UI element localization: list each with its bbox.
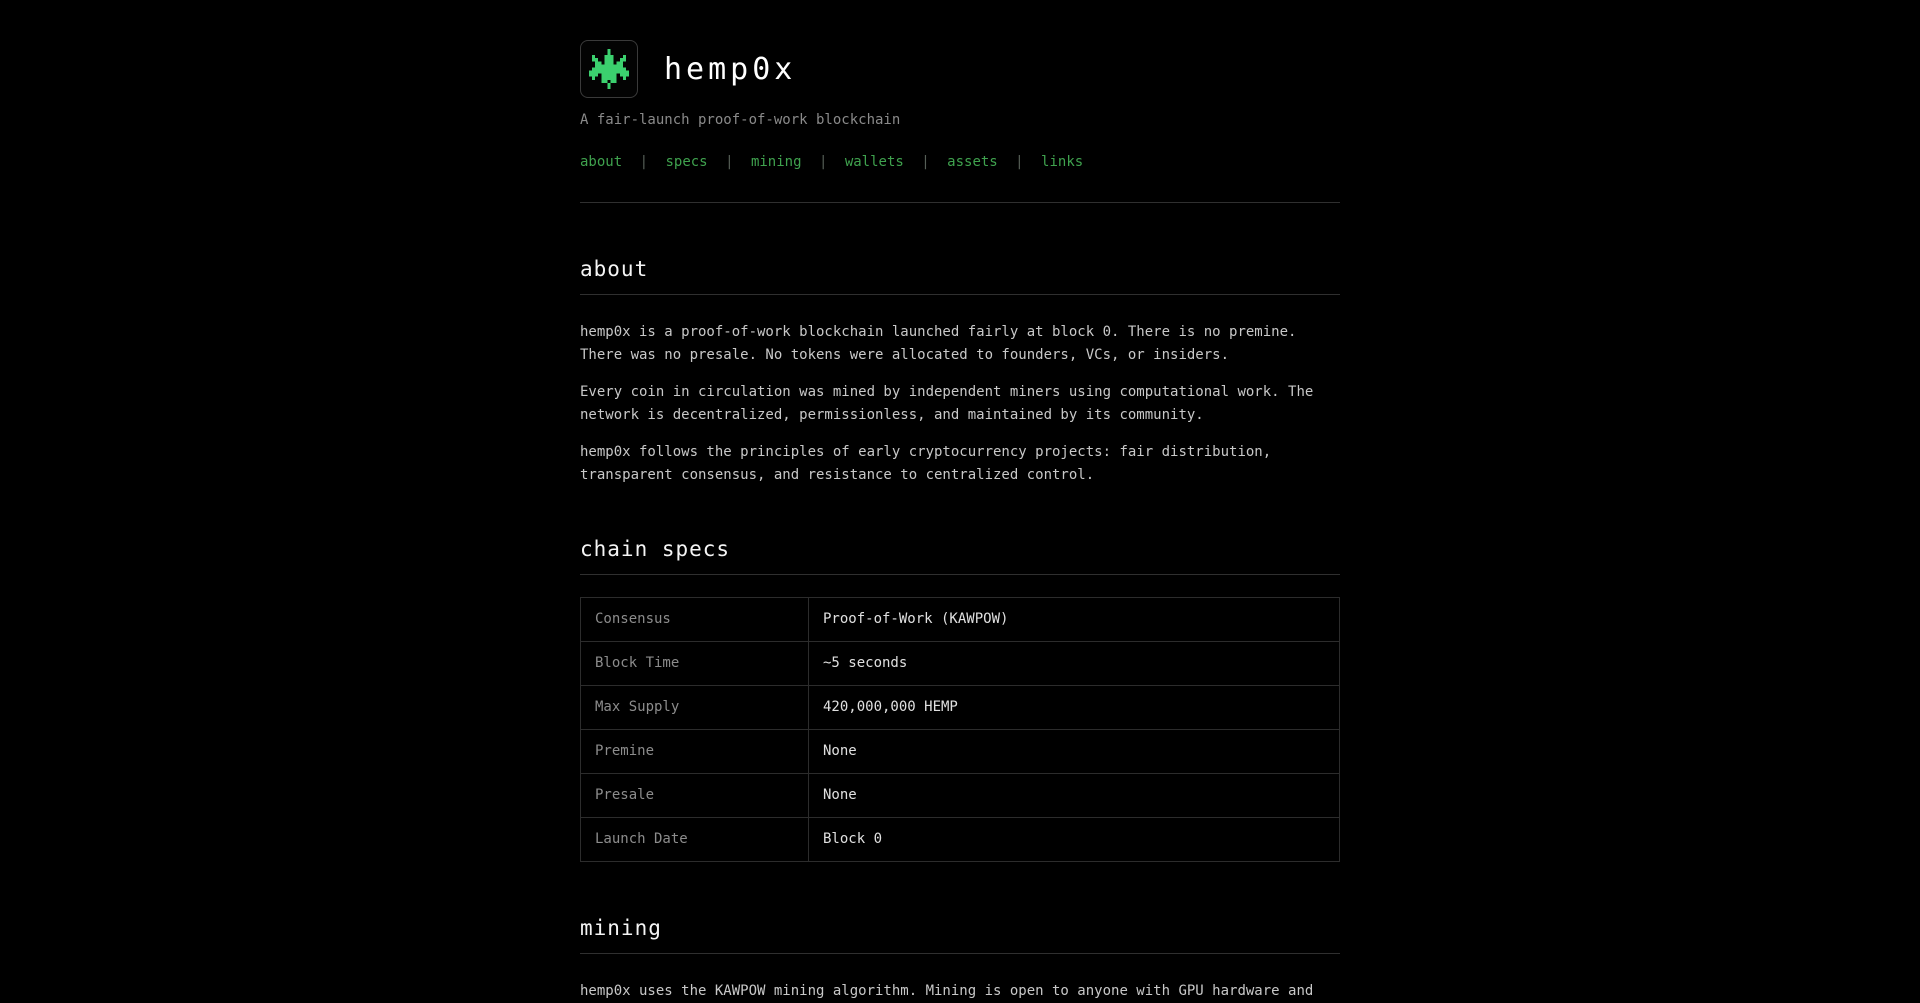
nav-link-links[interactable]: links	[1041, 154, 1084, 170]
table-row	[581, 818, 1340, 862]
header-divider	[580, 202, 1340, 203]
nav-separator: |	[1015, 154, 1024, 170]
spec-label: Presale	[581, 774, 809, 818]
nav-separator: |	[818, 154, 828, 170]
section-chain-specs	[580, 537, 1340, 862]
spec-label: Block Time	[581, 642, 809, 686]
nav-link-mining[interactable]: mining	[750, 154, 802, 170]
chain-specs-table	[580, 597, 1340, 862]
section-about	[580, 257, 1340, 487]
about-paragraph: Every coin in circulation was mined by independent miners using computational work. The network is decentralized, permissionless, and maintained by its community.	[580, 384, 1314, 423]
site-header	[580, 40, 1340, 203]
nav-separator: |	[639, 154, 649, 170]
nav-link-assets[interactable]: assets	[947, 154, 998, 170]
section-heading-chain-specs: chain specs	[580, 537, 1340, 575]
about-paragraph: hemp0x is a proof-of-work blockchain launched fairly at block 0. There is no premine. There was no presale. No tokens were allocated to founders, VCs, or insiders.	[580, 324, 1297, 363]
hemp-leaf-icon	[589, 49, 629, 89]
spec-value: 420,000,000 HEMP	[809, 686, 1340, 730]
table-row	[581, 730, 1340, 774]
about-paragraph: hemp0x follows the principles of early cryptocurrency projects: fair distribution, transparent consensus, and resistance to centralized control.	[580, 444, 1272, 483]
page-container	[580, 40, 1340, 1003]
spec-value: Block 0	[809, 818, 1340, 862]
nav-separator: |	[921, 154, 930, 170]
spec-value: None	[809, 730, 1340, 774]
table-row	[581, 774, 1340, 818]
spec-label: Launch Date	[581, 818, 809, 862]
nav-link-about[interactable]: about	[580, 154, 623, 170]
spec-value: Proof-of-Work (KAWPOW)	[809, 598, 1340, 642]
table-row	[581, 686, 1340, 730]
spec-value: None	[809, 774, 1340, 818]
section-mining	[580, 916, 1340, 1003]
nav-separator: |	[725, 154, 734, 170]
table-row	[581, 642, 1340, 686]
spec-value: ~5 seconds	[809, 642, 1340, 686]
section-heading-mining: mining	[580, 916, 1340, 954]
logo-row	[580, 40, 1340, 98]
main-nav	[580, 154, 1340, 170]
mining-paragraph: hemp0x uses the KAWPOW mining algorithm. Mining is open to anyone with GPU hardware and	[580, 983, 1314, 999]
section-heading-about: about	[580, 257, 1340, 295]
spec-label: Premine	[581, 730, 809, 774]
spec-label: Max Supply	[581, 686, 809, 730]
site-subtitle: A fair-launch proof-of-work blockchain	[580, 112, 901, 128]
site-title: hemp0x	[664, 51, 797, 87]
nav-link-specs[interactable]: specs	[665, 154, 708, 170]
table-row	[581, 598, 1340, 642]
logo-box	[580, 40, 638, 98]
spec-label: Consensus	[581, 598, 809, 642]
nav-link-wallets[interactable]: wallets	[844, 154, 904, 170]
